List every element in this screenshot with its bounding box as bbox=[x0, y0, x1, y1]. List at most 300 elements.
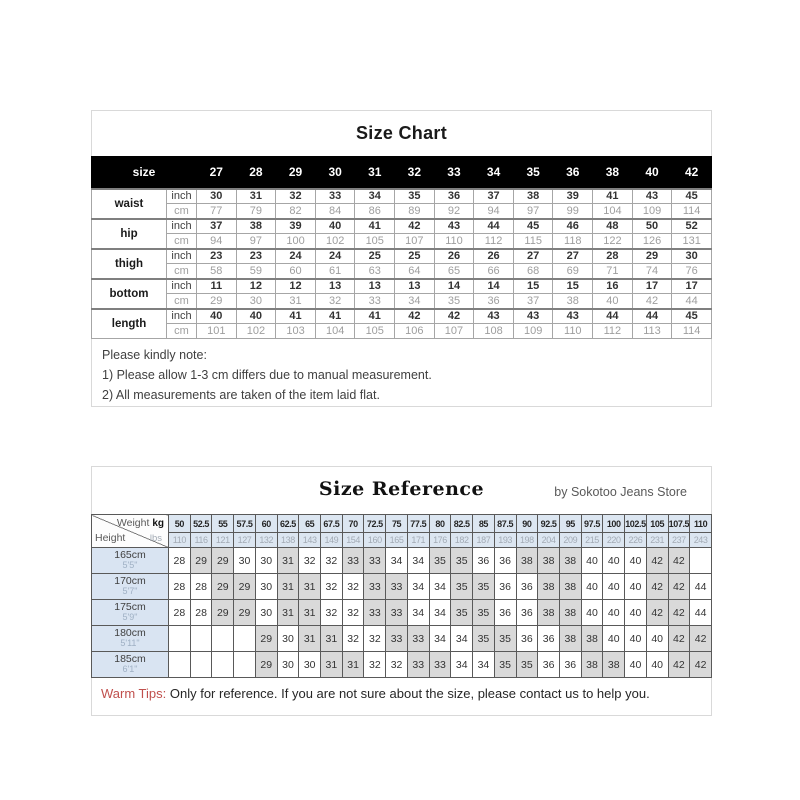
measurement-value-cm: 35 bbox=[434, 294, 474, 309]
measurement-value-cm: 94 bbox=[197, 234, 237, 249]
measurement-value-inch: 41 bbox=[355, 309, 395, 324]
measurement-value-inch: 35 bbox=[395, 189, 435, 204]
weight-kg-cell: 85 bbox=[473, 515, 495, 533]
recommended-size-cell: 40 bbox=[625, 626, 647, 652]
weight-kg-cell: 110 bbox=[690, 515, 712, 533]
recommended-size-cell: 32 bbox=[321, 548, 343, 574]
height-row bbox=[92, 600, 712, 626]
recommended-size-cell: 42 bbox=[668, 600, 690, 626]
measurement-cm-row bbox=[92, 204, 712, 219]
height-row bbox=[92, 574, 712, 600]
recommended-size-cell: 36 bbox=[516, 626, 538, 652]
measurement-value-inch: 30 bbox=[197, 189, 237, 204]
weight-lbs-cell: 187 bbox=[473, 533, 495, 548]
recommended-size-cell: 33 bbox=[364, 574, 386, 600]
measurement-cm-row bbox=[92, 324, 712, 339]
measurement-value-cm: 102 bbox=[236, 324, 276, 339]
measurement-value-cm: 68 bbox=[513, 264, 553, 279]
weight-height-corner-cell bbox=[92, 515, 169, 548]
recommended-size-cell: 35 bbox=[516, 652, 538, 678]
lbs-unit-label: lbs bbox=[149, 533, 162, 544]
weight-kg-cell: 82.5 bbox=[451, 515, 473, 533]
measurement-value-inch: 13 bbox=[315, 279, 355, 294]
measurement-label: thigh bbox=[92, 249, 167, 279]
measurement-value-cm: 107 bbox=[434, 324, 474, 339]
weight-lbs-cell: 193 bbox=[494, 533, 516, 548]
measurement-value-inch: 11 bbox=[197, 279, 237, 294]
measurement-value-inch: 38 bbox=[513, 189, 553, 204]
measurement-value-cm: 74 bbox=[632, 264, 672, 279]
measurement-value-cm: 79 bbox=[236, 204, 276, 219]
recommended-size-cell: 32 bbox=[364, 626, 386, 652]
recommended-size-cell: 36 bbox=[538, 652, 560, 678]
measurement-value-cm: 108 bbox=[474, 324, 514, 339]
measurement-value-cm: 66 bbox=[474, 264, 514, 279]
measurement-value-cm: 110 bbox=[434, 234, 474, 249]
recommended-size-cell: 40 bbox=[646, 652, 668, 678]
measurement-value-inch: 45 bbox=[672, 189, 712, 204]
recommended-size-cell: 34 bbox=[429, 600, 451, 626]
weight-kg-cell: 72.5 bbox=[364, 515, 386, 533]
measurement-value-inch: 13 bbox=[355, 279, 395, 294]
recommended-size-cell: 35 bbox=[451, 600, 473, 626]
size-column-header: 35 bbox=[513, 157, 553, 189]
recommended-size-cell bbox=[169, 652, 191, 678]
recommended-size-cell: 36 bbox=[538, 626, 560, 652]
recommended-size-cell: 36 bbox=[494, 548, 516, 574]
measurement-value-cm: 131 bbox=[672, 234, 712, 249]
weight-kg-cell: 87.5 bbox=[494, 515, 516, 533]
recommended-size-cell: 34 bbox=[429, 574, 451, 600]
unit-label-cm: cm bbox=[167, 204, 197, 219]
height-row bbox=[92, 652, 712, 678]
measurement-value-cm: 105 bbox=[355, 324, 395, 339]
recommended-size-cell: 28 bbox=[169, 574, 191, 600]
recommended-size-cell: 40 bbox=[603, 600, 625, 626]
measurement-label: length bbox=[92, 309, 167, 339]
weight-lbs-cell: 198 bbox=[516, 533, 538, 548]
measurement-value-cm: 102 bbox=[315, 234, 355, 249]
measurement-value-cm: 37 bbox=[513, 294, 553, 309]
measurement-cm-row bbox=[92, 294, 712, 309]
recommended-size-cell: 31 bbox=[321, 626, 343, 652]
unit-label-cm: cm bbox=[167, 324, 197, 339]
store-byline: by Sokotoo Jeans Store bbox=[554, 485, 687, 499]
recommended-size-cell: 38 bbox=[516, 548, 538, 574]
measurement-value-cm: 109 bbox=[513, 324, 553, 339]
size-column-header: 28 bbox=[236, 157, 276, 189]
recommended-size-cell: 33 bbox=[386, 600, 408, 626]
recommended-size-cell bbox=[212, 652, 234, 678]
recommended-size-cell: 29 bbox=[212, 548, 234, 574]
measurement-value-inch: 43 bbox=[434, 219, 474, 234]
recommended-size-cell: 40 bbox=[603, 548, 625, 574]
measurement-value-inch: 42 bbox=[395, 219, 435, 234]
recommended-size-cell: 31 bbox=[277, 600, 299, 626]
weight-kg-cell: 70 bbox=[342, 515, 364, 533]
recommended-size-cell: 34 bbox=[407, 574, 429, 600]
measurement-value-cm: 103 bbox=[276, 324, 316, 339]
recommended-size-cell: 44 bbox=[690, 574, 712, 600]
measurement-value-inch: 23 bbox=[236, 249, 276, 264]
measurement-value-inch: 14 bbox=[474, 279, 514, 294]
measurement-value-inch: 37 bbox=[474, 189, 514, 204]
size-column-header: 29 bbox=[276, 157, 316, 189]
measurement-value-inch: 39 bbox=[553, 189, 593, 204]
measurement-inch-row bbox=[92, 249, 712, 264]
weight-kg-cell: 67.5 bbox=[321, 515, 343, 533]
weight-kg-cell: 105 bbox=[646, 515, 668, 533]
recommended-size-cell bbox=[190, 626, 212, 652]
height-label-cell bbox=[92, 626, 169, 652]
measurement-value-inch: 23 bbox=[197, 249, 237, 264]
weight-kg-cell: 62.5 bbox=[277, 515, 299, 533]
recommended-size-cell: 38 bbox=[559, 548, 581, 574]
warm-tips bbox=[101, 686, 650, 701]
recommended-size-cell: 30 bbox=[255, 574, 277, 600]
size-column-header: 34 bbox=[474, 157, 514, 189]
note-line-3: 2) All measurements are taken of the item laid flat. bbox=[102, 388, 380, 402]
recommended-size-cell: 42 bbox=[690, 652, 712, 678]
recommended-size-cell: 29 bbox=[255, 652, 277, 678]
recommended-size-cell: 30 bbox=[299, 652, 321, 678]
note-line-1: Please kindly note: bbox=[102, 348, 207, 362]
measurement-value-cm: 63 bbox=[355, 264, 395, 279]
measurement-value-cm: 115 bbox=[513, 234, 553, 249]
measurement-value-cm: 59 bbox=[236, 264, 276, 279]
measurement-value-inch: 31 bbox=[236, 189, 276, 204]
recommended-size-cell: 35 bbox=[473, 626, 495, 652]
recommended-size-cell: 31 bbox=[321, 652, 343, 678]
measurement-value-inch: 43 bbox=[474, 309, 514, 324]
measurement-value-cm: 106 bbox=[395, 324, 435, 339]
measurement-value-cm: 110 bbox=[553, 324, 593, 339]
warm-tips-label: Warm Tips: bbox=[101, 686, 167, 701]
size-column-header: 38 bbox=[593, 157, 633, 189]
size-column-header: 36 bbox=[553, 157, 593, 189]
size-chart-body bbox=[92, 189, 712, 339]
weight-lbs-cell: 171 bbox=[407, 533, 429, 548]
recommended-size-cell: 40 bbox=[646, 626, 668, 652]
weight-kg-cell: 100 bbox=[603, 515, 625, 533]
size-header-label: size bbox=[92, 157, 197, 189]
measurement-value-cm: 38 bbox=[553, 294, 593, 309]
weight-kg-cell: 90 bbox=[516, 515, 538, 533]
recommended-size-cell: 31 bbox=[299, 626, 321, 652]
measurement-value-cm: 99 bbox=[553, 204, 593, 219]
recommended-size-cell: 33 bbox=[342, 548, 364, 574]
recommended-size-cell bbox=[169, 626, 191, 652]
recommended-size-cell: 40 bbox=[625, 652, 647, 678]
recommended-size-cell: 38 bbox=[581, 652, 603, 678]
weight-lbs-cell: 121 bbox=[212, 533, 234, 548]
weight-lbs-cell: 237 bbox=[668, 533, 690, 548]
measurement-value-inch: 36 bbox=[434, 189, 474, 204]
recommended-size-cell: 30 bbox=[255, 548, 277, 574]
measurement-value-inch: 34 bbox=[355, 189, 395, 204]
measurement-value-inch: 42 bbox=[434, 309, 474, 324]
weight-lbs-cell: 165 bbox=[386, 533, 408, 548]
recommended-size-cell: 42 bbox=[668, 652, 690, 678]
weight-lbs-row bbox=[92, 533, 712, 548]
height-row bbox=[92, 626, 712, 652]
recommended-size-cell: 32 bbox=[342, 600, 364, 626]
measurement-value-cm: 34 bbox=[395, 294, 435, 309]
height-label-cell bbox=[92, 600, 169, 626]
measurement-value-inch: 43 bbox=[513, 309, 553, 324]
recommended-size-cell: 33 bbox=[429, 652, 451, 678]
measurement-value-cm: 105 bbox=[355, 234, 395, 249]
measurement-value-cm: 77 bbox=[197, 204, 237, 219]
unit-label-cm: cm bbox=[167, 234, 197, 249]
measurement-value-inch: 24 bbox=[315, 249, 355, 264]
measurement-label: waist bbox=[92, 189, 167, 219]
measurement-value-inch: 15 bbox=[513, 279, 553, 294]
measurement-value-inch: 43 bbox=[632, 189, 672, 204]
measurement-value-inch: 39 bbox=[276, 219, 316, 234]
recommended-size-cell: 35 bbox=[494, 652, 516, 678]
weight-kg-cell: 57.5 bbox=[234, 515, 256, 533]
measurement-value-cm: 112 bbox=[474, 234, 514, 249]
measurement-value-inch: 48 bbox=[593, 219, 633, 234]
unit-label-cm: cm bbox=[167, 294, 197, 309]
recommended-size-cell: 28 bbox=[190, 600, 212, 626]
height-ftin-label: 6'1" bbox=[122, 664, 138, 675]
size-column-header: 30 bbox=[315, 157, 355, 189]
recommended-size-cell: 40 bbox=[603, 626, 625, 652]
recommended-size-cell: 29 bbox=[234, 574, 256, 600]
measurement-value-inch: 45 bbox=[672, 309, 712, 324]
size-column-header: 32 bbox=[395, 157, 435, 189]
measurement-value-inch: 28 bbox=[593, 249, 633, 264]
recommended-size-cell: 40 bbox=[625, 548, 647, 574]
recommended-size-cell: 42 bbox=[646, 548, 668, 574]
recommended-size-cell: 30 bbox=[277, 652, 299, 678]
weight-kg-cell: 102.5 bbox=[625, 515, 647, 533]
recommended-size-cell: 28 bbox=[190, 574, 212, 600]
measurement-value-inch: 37 bbox=[197, 219, 237, 234]
recommended-size-cell bbox=[212, 626, 234, 652]
unit-label-inch: inch bbox=[167, 279, 197, 294]
recommended-size-cell: 38 bbox=[538, 600, 560, 626]
recommended-size-cell: 33 bbox=[407, 652, 429, 678]
height-ftin-label: 5'7" bbox=[122, 586, 138, 597]
recommended-size-cell: 42 bbox=[646, 600, 668, 626]
measurement-value-inch: 41 bbox=[315, 309, 355, 324]
recommended-size-cell: 29 bbox=[212, 574, 234, 600]
measurement-label: bottom bbox=[92, 279, 167, 309]
recommended-size-cell: 42 bbox=[668, 574, 690, 600]
weight-kg-cell: 92.5 bbox=[538, 515, 560, 533]
recommended-size-cell: 36 bbox=[494, 600, 516, 626]
size-column-header: 31 bbox=[355, 157, 395, 189]
measurement-value-inch: 27 bbox=[553, 249, 593, 264]
recommended-size-cell: 38 bbox=[559, 626, 581, 652]
weight-lbs-cell: 243 bbox=[690, 533, 712, 548]
size-reference-panel bbox=[91, 466, 712, 716]
recommended-size-cell: 29 bbox=[190, 548, 212, 574]
recommended-size-cell: 42 bbox=[668, 548, 690, 574]
recommended-size-cell: 42 bbox=[690, 626, 712, 652]
measurement-value-cm: 76 bbox=[672, 264, 712, 279]
measurement-value-cm: 94 bbox=[474, 204, 514, 219]
measurement-value-inch: 40 bbox=[197, 309, 237, 324]
recommended-size-cell: 31 bbox=[299, 600, 321, 626]
measurement-value-inch: 29 bbox=[632, 249, 672, 264]
recommended-size-cell: 32 bbox=[299, 548, 321, 574]
recommended-size-cell: 36 bbox=[494, 574, 516, 600]
recommended-size-cell: 38 bbox=[559, 574, 581, 600]
measurement-value-inch: 26 bbox=[434, 249, 474, 264]
recommended-size-cell: 35 bbox=[473, 600, 495, 626]
recommended-size-cell bbox=[234, 652, 256, 678]
recommended-size-cell: 32 bbox=[321, 600, 343, 626]
note-line-2: 1) Please allow 1-3 cm differs due to manual measurement. bbox=[102, 368, 432, 382]
recommended-size-cell: 32 bbox=[342, 574, 364, 600]
height-ftin-label: 5'11" bbox=[120, 638, 140, 649]
height-cm-label: 180cm bbox=[114, 626, 146, 639]
recommended-size-cell: 38 bbox=[581, 626, 603, 652]
measurement-value-inch: 12 bbox=[276, 279, 316, 294]
measurement-inch-row bbox=[92, 189, 712, 204]
measurement-inch-row bbox=[92, 309, 712, 324]
measurement-value-inch: 45 bbox=[513, 219, 553, 234]
weight-lbs-cell: 176 bbox=[429, 533, 451, 548]
measurement-value-inch: 38 bbox=[236, 219, 276, 234]
weight-kg-cell: 107.5 bbox=[668, 515, 690, 533]
measurement-value-inch: 41 bbox=[355, 219, 395, 234]
measurement-value-cm: 32 bbox=[315, 294, 355, 309]
unit-label-inch: inch bbox=[167, 249, 197, 264]
corner-weight-label bbox=[117, 517, 164, 529]
weight-lbs-cell: 209 bbox=[559, 533, 581, 548]
recommended-size-cell: 38 bbox=[538, 574, 560, 600]
recommended-size-cell: 35 bbox=[473, 574, 495, 600]
measurement-value-cm: 114 bbox=[672, 324, 712, 339]
weight-kg-cell: 65 bbox=[299, 515, 321, 533]
measurement-value-cm: 100 bbox=[276, 234, 316, 249]
measurement-value-inch: 41 bbox=[593, 189, 633, 204]
measurement-value-cm: 31 bbox=[276, 294, 316, 309]
kg-unit-label: kg bbox=[152, 518, 164, 529]
measurement-value-cm: 101 bbox=[197, 324, 237, 339]
size-column-header: 42 bbox=[672, 157, 712, 189]
weight-lbs-cell: 220 bbox=[603, 533, 625, 548]
measurement-inch-row bbox=[92, 279, 712, 294]
weight-lbs-cell: 204 bbox=[538, 533, 560, 548]
recommended-size-cell: 28 bbox=[169, 548, 191, 574]
recommended-size-cell: 34 bbox=[473, 652, 495, 678]
weight-lbs-cell: 116 bbox=[190, 533, 212, 548]
recommended-size-cell: 31 bbox=[299, 574, 321, 600]
weight-kg-cell: 52.5 bbox=[190, 515, 212, 533]
measurement-value-inch: 17 bbox=[632, 279, 672, 294]
measurement-value-cm: 33 bbox=[355, 294, 395, 309]
measurement-cm-row bbox=[92, 234, 712, 249]
recommended-size-cell: 40 bbox=[625, 600, 647, 626]
recommended-size-cell: 30 bbox=[277, 626, 299, 652]
measurement-value-cm: 122 bbox=[593, 234, 633, 249]
recommended-size-cell: 40 bbox=[581, 574, 603, 600]
measurement-cm-row bbox=[92, 264, 712, 279]
measurement-value-cm: 113 bbox=[632, 324, 672, 339]
weight-lbs-cell: 154 bbox=[342, 533, 364, 548]
recommended-size-cell: 30 bbox=[255, 600, 277, 626]
recommended-size-cell: 31 bbox=[277, 548, 299, 574]
recommended-size-cell bbox=[190, 652, 212, 678]
weight-kg-cell: 60 bbox=[255, 515, 277, 533]
recommended-size-cell: 33 bbox=[364, 600, 386, 626]
recommended-size-cell: 36 bbox=[559, 652, 581, 678]
recommended-size-cell: 35 bbox=[429, 548, 451, 574]
measurement-value-inch: 24 bbox=[276, 249, 316, 264]
size-chart-panel bbox=[91, 110, 712, 407]
measurement-value-inch: 44 bbox=[593, 309, 633, 324]
measurement-value-cm: 109 bbox=[632, 204, 672, 219]
size-column-header: 27 bbox=[197, 157, 237, 189]
measurement-label: hip bbox=[92, 219, 167, 249]
recommended-size-cell: 35 bbox=[451, 548, 473, 574]
measurement-value-inch: 25 bbox=[395, 249, 435, 264]
measurement-inch-row bbox=[92, 219, 712, 234]
measurement-value-cm: 58 bbox=[197, 264, 237, 279]
recommended-size-cell: 42 bbox=[646, 574, 668, 600]
measurement-value-cm: 40 bbox=[593, 294, 633, 309]
measurement-value-inch: 12 bbox=[236, 279, 276, 294]
measurement-value-inch: 33 bbox=[315, 189, 355, 204]
measurement-value-inch: 43 bbox=[553, 309, 593, 324]
weight-kg-cell: 77.5 bbox=[407, 515, 429, 533]
measurement-value-inch: 14 bbox=[434, 279, 474, 294]
weight-kg-cell: 97.5 bbox=[581, 515, 603, 533]
weight-lbs-cell: 226 bbox=[625, 533, 647, 548]
weight-kg-row bbox=[92, 515, 712, 533]
measurement-value-inch: 52 bbox=[672, 219, 712, 234]
recommended-size-cell: 33 bbox=[407, 626, 429, 652]
recommended-size-cell: 29 bbox=[212, 600, 234, 626]
measurement-value-cm: 114 bbox=[672, 204, 712, 219]
measurement-value-cm: 97 bbox=[513, 204, 553, 219]
measurement-value-cm: 44 bbox=[672, 294, 712, 309]
measurement-value-cm: 126 bbox=[632, 234, 672, 249]
recommended-size-cell: 40 bbox=[581, 548, 603, 574]
size-column-header: 40 bbox=[632, 157, 672, 189]
recommended-size-cell: 34 bbox=[407, 600, 429, 626]
height-cm-label: 185cm bbox=[114, 652, 146, 665]
measurement-value-cm: 118 bbox=[553, 234, 593, 249]
measurement-value-cm: 112 bbox=[593, 324, 633, 339]
height-cm-label: 170cm bbox=[114, 574, 146, 587]
recommended-size-cell: 42 bbox=[668, 626, 690, 652]
recommended-size-cell: 38 bbox=[538, 548, 560, 574]
measurement-value-cm: 92 bbox=[434, 204, 474, 219]
recommended-size-cell: 40 bbox=[603, 574, 625, 600]
weight-kg-cell: 55 bbox=[212, 515, 234, 533]
measurement-value-inch: 44 bbox=[632, 309, 672, 324]
unit-label-inch: inch bbox=[167, 219, 197, 234]
recommended-size-cell: 40 bbox=[625, 574, 647, 600]
weight-kg-cell: 75 bbox=[386, 515, 408, 533]
weight-lbs-cell: 132 bbox=[255, 533, 277, 548]
height-label-cell bbox=[92, 652, 169, 678]
corner-height-label: Height bbox=[95, 532, 126, 544]
measurement-value-inch: 40 bbox=[236, 309, 276, 324]
measurement-value-cm: 97 bbox=[236, 234, 276, 249]
recommended-size-cell: 38 bbox=[559, 600, 581, 626]
measurement-value-inch: 50 bbox=[632, 219, 672, 234]
measurement-value-cm: 69 bbox=[553, 264, 593, 279]
size-column-header: 33 bbox=[434, 157, 474, 189]
